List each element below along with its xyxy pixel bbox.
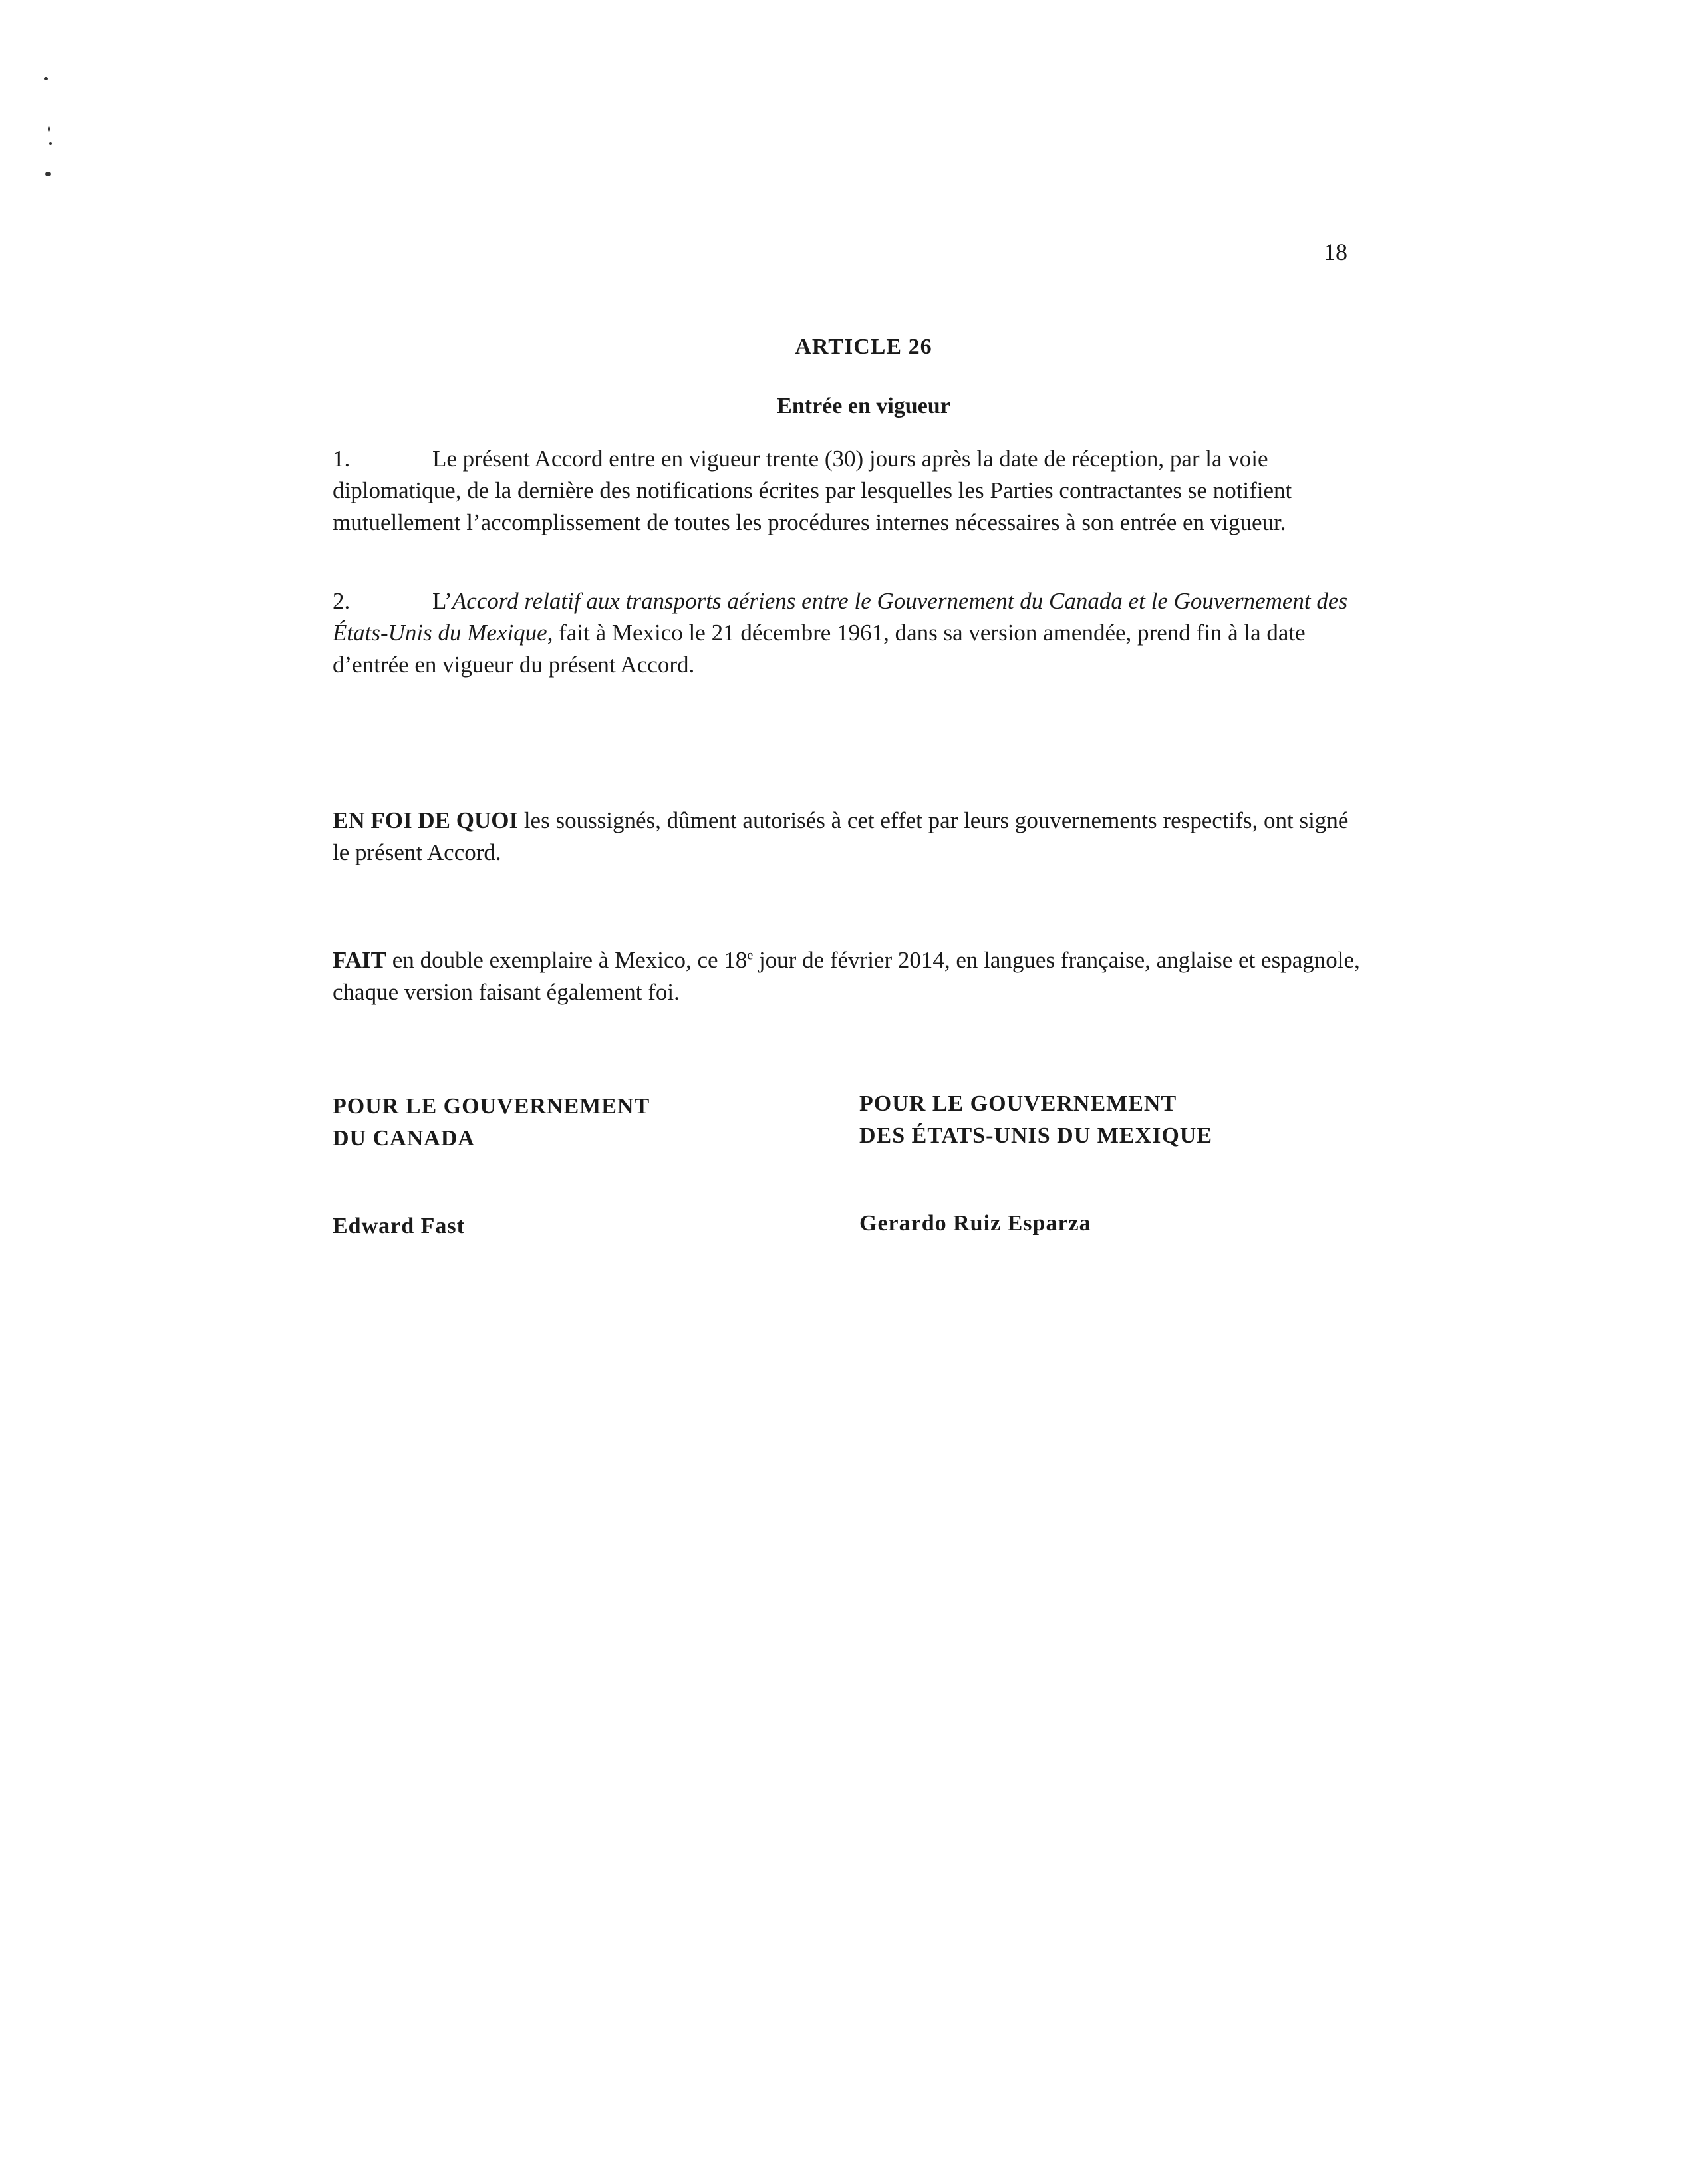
scan-speck <box>49 142 52 145</box>
scan-speck <box>45 172 51 176</box>
ordinal-superscript: e <box>747 948 754 963</box>
signatory-mexico-name: Gerardo Ruiz Esparza <box>859 1211 1091 1236</box>
paragraph-2 <box>333 585 1363 681</box>
agreement-title: Accord relatif aux transports aériens entre le Gouvernement du Canada et le Gouvernement des États-Unis du Mexique <box>333 588 1348 646</box>
signatory-line: POUR LE GOUVERNEMENT <box>859 1091 1177 1116</box>
scan-speck <box>44 77 48 80</box>
paragraph-text: , fait à Mexico le 21 décembre 1961, dans sa version amendée, prend fin à la date d’entrée en vigueur du présent Accord. <box>333 620 1306 678</box>
scan-speck <box>48 126 50 132</box>
article-subtitle: Entrée en vigueur <box>777 394 950 418</box>
page-number: 18 <box>1324 239 1347 265</box>
signatory-canada-name: Edward Fast <box>333 1214 465 1238</box>
paragraph-prefix: L’ <box>432 588 452 614</box>
witness-clause <box>333 805 1363 869</box>
signatory-line: DES ÉTATS-UNIS DU MEXIQUE <box>859 1123 1212 1148</box>
done-text-end: jour de février 2014, en langues française, anglaise et espagnole, chaque version faisant également foi. <box>333 947 1360 1005</box>
signatory-line: DU CANADA <box>333 1126 475 1151</box>
signatory-canada-heading <box>333 1091 650 1155</box>
paragraph-number: 2. <box>333 588 351 614</box>
signatory-mexico-heading <box>859 1088 1212 1152</box>
paragraph-text: Le présent Accord entre en vigueur trente (30) jours après la date de réception, par la voie diplomatique, de la dernière des notifications écrites par lesquelles les Parties contractantes se notifient mutuellement l’accomplissement de toutes les procédures internes nécessaires à son entrée en vigueur. <box>333 446 1292 535</box>
witness-text: les soussignés, dûment autorisés à cet effet par leurs gouvernements respectifs, ont signé le présent Accord. <box>333 807 1349 865</box>
done-text: en double exemplaire à Mexico, ce 18 <box>386 947 748 973</box>
done-clause <box>333 944 1363 1008</box>
witness-bold: EN FOI DE QUOI <box>333 807 519 833</box>
article-title: ARTICLE 26 <box>795 335 932 359</box>
paragraph-number: 1. <box>333 446 351 472</box>
done-bold: FAIT <box>333 947 387 973</box>
signatory-line: POUR LE GOUVERNEMENT <box>333 1094 650 1119</box>
paragraph-1 <box>333 443 1363 539</box>
